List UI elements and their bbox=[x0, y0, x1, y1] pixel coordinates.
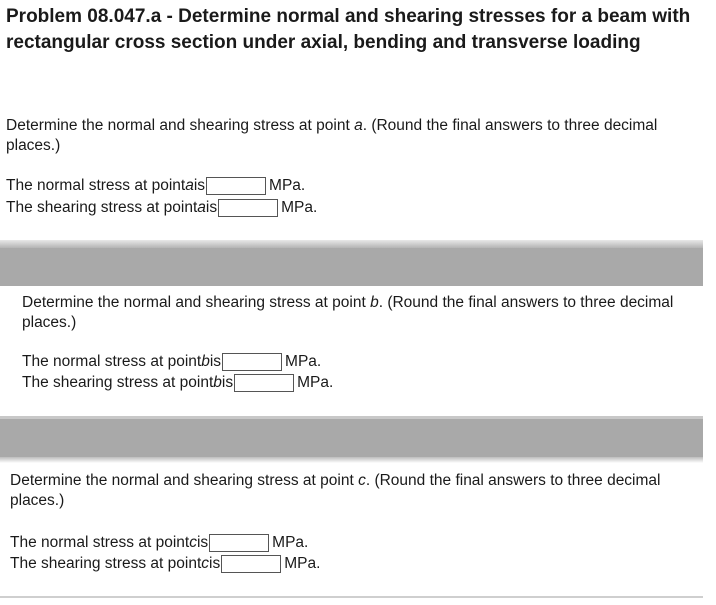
point-label-c: c bbox=[358, 472, 366, 489]
prompt-point-a: Determine the normal and shearing stress at point a. (Round the final answers to three decimal places.) bbox=[6, 117, 658, 154]
shearing-stress-b-input[interactable] bbox=[234, 374, 294, 392]
unit-label: MPa. bbox=[269, 177, 306, 194]
unit-label: MPa. bbox=[297, 374, 334, 391]
unit-label: MPa. bbox=[284, 555, 321, 572]
shearing-stress-a-input[interactable] bbox=[218, 199, 278, 217]
normal-stress-b-input[interactable] bbox=[222, 353, 282, 371]
separator-shadow bbox=[0, 240, 703, 248]
unit-label: MPa. bbox=[272, 534, 309, 551]
normal-stress-c-input[interactable] bbox=[209, 534, 269, 552]
shearing-stress-c-row: The shearing stress at point c is MPa. bbox=[10, 555, 321, 572]
shearing-stress-b-row: The shearing stress at point b is MPa. bbox=[22, 374, 334, 391]
unit-label: MPa. bbox=[285, 353, 322, 370]
separator-shadow bbox=[0, 457, 703, 463]
normal-stress-a-input[interactable] bbox=[206, 177, 266, 195]
normal-stress-b-row: The normal stress at point b is MPa. bbox=[22, 353, 322, 370]
prompt-point-b: Determine the normal and shearing stress at point b. (Round the final answers to three decimal places.) bbox=[22, 294, 674, 331]
separator-band bbox=[0, 419, 703, 457]
prompt-point-c: Determine the normal and shearing stress at point c. (Round the final answers to three decimal places.) bbox=[10, 472, 661, 509]
bottom-divider bbox=[0, 596, 703, 598]
normal-stress-a-row: The normal stress at point a is MPa. bbox=[6, 177, 306, 194]
separator-band bbox=[0, 248, 703, 286]
point-label-b: b bbox=[370, 294, 379, 311]
unit-label: MPa. bbox=[281, 199, 318, 216]
shearing-stress-a-row: The shearing stress at point a is MPa. bbox=[6, 199, 318, 216]
normal-stress-c-row: The normal stress at point c is MPa. bbox=[10, 534, 309, 551]
problem-title: Problem 08.047.a - Determine normal and shearing stresses for a beam with rectangular cross section under axial, bending and transverse loading bbox=[6, 6, 691, 53]
shearing-stress-c-input[interactable] bbox=[221, 555, 281, 573]
point-label-a: a bbox=[354, 117, 363, 134]
